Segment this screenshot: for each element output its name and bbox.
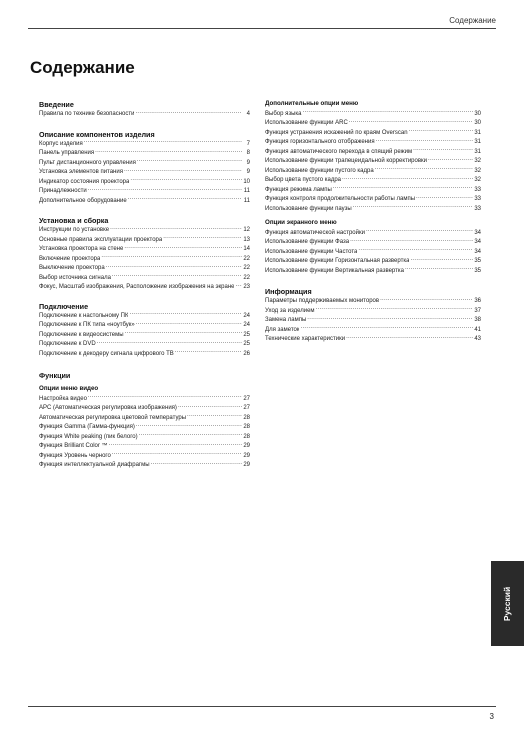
- toc-entry-title: Пульт дистанционного управления: [39, 159, 136, 166]
- toc-entry-title: Подключение к ПК типа «ноутбук»: [39, 322, 135, 328]
- dot-leader: [187, 413, 242, 419]
- dot-leader: [163, 235, 242, 241]
- toc-entry[interactable]: [39, 158, 250, 168]
- toc-entry-page: 23: [243, 284, 250, 290]
- toc-entry-page: 32: [474, 167, 481, 174]
- dot-leader: [175, 349, 242, 355]
- toc-entry-page: 31: [474, 139, 481, 145]
- dot-leader: [376, 137, 473, 143]
- toc-entry-page: 29: [243, 443, 250, 449]
- page-number: 3: [489, 712, 494, 721]
- dot-leader: [88, 186, 242, 192]
- dot-leader: [124, 167, 242, 173]
- toc-entry-page: 36: [474, 298, 481, 304]
- toc-entry-title: Функция горизонтального отображения: [265, 139, 375, 145]
- toc-entry[interactable]: [265, 266, 481, 276]
- toc-entry[interactable]: [265, 228, 481, 238]
- toc-entry-title: Использование функции Вертикальная развертка: [265, 267, 404, 274]
- toc-entry[interactable]: [265, 315, 481, 325]
- dot-leader: [300, 325, 473, 331]
- toc-entry-title: Параметры поддерживаемых мониторов: [265, 298, 380, 304]
- bottom-divider: [28, 706, 496, 707]
- dot-leader: [88, 394, 242, 400]
- dot-leader: [84, 139, 242, 145]
- toc-entry-title: Функция устранения искажений по краям Overscan: [265, 129, 408, 136]
- dot-leader: [342, 175, 473, 181]
- toc-entry-page: 37: [474, 307, 481, 314]
- dot-leader: [416, 194, 473, 200]
- toc-entry[interactable]: [265, 325, 481, 335]
- toc-entry-page: 29: [243, 452, 250, 459]
- dot-leader: [350, 237, 473, 243]
- toc-entry-page: 43: [474, 336, 481, 342]
- dot-leader: [137, 158, 242, 164]
- toc-entry[interactable]: [265, 118, 481, 128]
- toc-entry-title: Использование функции паузы: [265, 205, 352, 212]
- toc-entry-title: Основные правила эксплуатации проектора: [39, 236, 163, 243]
- toc-entry-title: Индикатор состояния проектора: [39, 178, 130, 185]
- toc-entry-title: Принадлежности: [39, 188, 87, 194]
- toc-entry[interactable]: [265, 334, 481, 344]
- toc-entry[interactable]: [265, 147, 481, 157]
- dot-leader: [358, 247, 473, 253]
- toc-entry-page: 22: [243, 274, 250, 281]
- toc-entry[interactable]: [39, 394, 250, 404]
- toc-entry[interactable]: [39, 451, 250, 461]
- toc-entry[interactable]: [265, 109, 481, 119]
- dot-leader: [106, 263, 242, 269]
- dot-leader: [353, 204, 473, 210]
- dot-leader: [380, 296, 473, 302]
- toc-entry-page: 41: [474, 326, 481, 333]
- dot-leader: [128, 196, 242, 202]
- toc-entry-title: Для заметок: [265, 326, 300, 333]
- section-heading: Установка и сборка: [39, 216, 109, 225]
- toc-entry-title: Установка элементов питания: [39, 169, 123, 175]
- toc-left-column: [39, 100, 250, 470]
- toc-entry-page: 12: [243, 227, 250, 233]
- language-tab-label: Русский: [502, 586, 513, 621]
- toc-entry-page: 13: [243, 236, 250, 243]
- toc-entry-title: Функция Brilliant Color ™: [39, 443, 108, 449]
- toc-entry-page: 28: [243, 433, 250, 440]
- toc-entry-title: Подключение к видеосистемы: [39, 331, 124, 338]
- toc-entry[interactable]: [39, 422, 250, 432]
- toc-entry[interactable]: [265, 194, 481, 204]
- toc-entry-title: Использование функции пустого кадра: [265, 167, 374, 174]
- toc-entry-title: Фокус, Масштаб изображения, Расположение изображения на экране: [39, 284, 235, 290]
- toc-entry-page: 22: [243, 255, 250, 262]
- toc-entry[interactable]: [265, 137, 481, 147]
- toc-entry-title: Технические характеристики: [265, 336, 346, 342]
- toc-entry-page: 30: [474, 120, 481, 126]
- toc-entry-title: Функция контроля продолжительности работы лампы: [265, 196, 416, 202]
- toc-entry-title: Выключение проектора: [39, 265, 105, 271]
- toc-entry-title: Дополнительное оборудование: [39, 197, 127, 204]
- toc-entry[interactable]: [265, 128, 481, 138]
- dot-leader: [135, 109, 242, 115]
- toc-entry-page: 28: [243, 414, 250, 421]
- toc-entry-title: Использование функции Горизонтальная развертка: [265, 258, 410, 264]
- toc-entry-page: 34: [474, 239, 481, 245]
- toc-section: [39, 302, 250, 359]
- toc-entry-page: 31: [474, 129, 481, 136]
- toc-entry-page: 28: [243, 424, 250, 430]
- toc-entry-title: Функция автоматической настройки: [265, 229, 365, 236]
- section-heading: Информация: [265, 287, 312, 296]
- toc-entry-page: 7: [246, 140, 250, 147]
- toc-entry-page: 33: [474, 205, 481, 212]
- dot-leader: [303, 109, 474, 115]
- toc-entry-page: 24: [243, 312, 250, 319]
- toc-entry-title: Подключение к настольному ПК: [39, 312, 129, 319]
- toc-entry-title: Функция White peaking (пик белого): [39, 433, 138, 440]
- toc-entry-page: 34: [474, 248, 481, 255]
- toc-entry-page: 30: [474, 110, 481, 117]
- toc-entry-page: 32: [474, 177, 481, 183]
- dot-leader: [349, 118, 473, 124]
- toc-entry-page: 4: [246, 111, 250, 117]
- toc-entry-page: 35: [474, 267, 481, 274]
- dot-leader: [139, 432, 242, 438]
- toc-entry-page: 25: [243, 341, 250, 347]
- toc-entry-page: 33: [474, 186, 481, 193]
- toc-entry-title: Правила по технике безопасности: [39, 111, 135, 117]
- toc-entry-page: 27: [243, 395, 250, 402]
- dot-leader: [129, 311, 242, 317]
- dot-leader: [136, 320, 242, 326]
- toc-entry[interactable]: [39, 413, 250, 423]
- dot-leader: [366, 228, 473, 234]
- toc-entry[interactable]: [39, 186, 250, 196]
- toc-entry-page: 24: [243, 322, 250, 328]
- toc-entry-page: 11: [243, 188, 250, 194]
- section-heading: Описание компонентов изделия: [39, 129, 155, 139]
- dot-leader: [333, 185, 473, 191]
- toc-entry-title: Функция автоматического перехода в спящий режим: [265, 148, 413, 155]
- toc-entry[interactable]: [39, 311, 250, 321]
- dot-leader: [235, 282, 242, 288]
- toc-entry[interactable]: [39, 330, 250, 340]
- dot-leader: [110, 225, 242, 231]
- toc-entry-title: Корпус изделия: [39, 140, 83, 147]
- toc-entry[interactable]: [39, 403, 250, 413]
- dot-leader: [109, 441, 242, 447]
- toc-entry[interactable]: [39, 139, 250, 149]
- toc-entry-title: Функция Gamma (Гамма-функция): [39, 424, 135, 430]
- toc-entry[interactable]: [39, 244, 250, 254]
- toc-entry[interactable]: [39, 320, 250, 330]
- toc-section: [265, 100, 481, 213]
- toc-entry[interactable]: [39, 273, 250, 283]
- toc-entry-title: Автоматическая регулировка цветовой температуры: [39, 414, 187, 421]
- running-header-title: Содержание: [449, 16, 496, 25]
- toc-entry-page: 25: [243, 331, 250, 338]
- toc-entry-page: 33: [474, 196, 481, 202]
- toc-entry[interactable]: [265, 204, 481, 214]
- page-title: Содержание: [30, 58, 135, 77]
- toc-entry-title: Использование функции ARC: [265, 120, 348, 126]
- dot-leader: [112, 273, 242, 279]
- dot-leader: [136, 422, 242, 428]
- toc-entry-title: APC (Автоматическая регулировка изображения): [39, 405, 177, 411]
- section-heading: Подключение: [39, 301, 89, 311]
- dot-leader: [346, 334, 473, 340]
- toc-entry-title: Использование функции Фаза: [265, 239, 350, 245]
- toc-entry-page: 29: [243, 462, 250, 468]
- dot-leader: [409, 128, 473, 134]
- subsection-heading: Опции экранного меню: [265, 219, 337, 226]
- toc-entry-title: Инструкции по установке: [39, 227, 110, 233]
- toc-entry[interactable]: [39, 109, 250, 119]
- toc-entry-page: 34: [474, 229, 481, 236]
- dot-leader: [410, 256, 473, 262]
- dot-leader: [405, 266, 473, 272]
- toc-section: [39, 100, 250, 119]
- toc-entry-page: 27: [243, 405, 250, 411]
- subsection-heading: Опции меню видео: [39, 385, 99, 392]
- dot-leader: [112, 451, 242, 457]
- toc-section: [39, 385, 250, 470]
- toc-entry[interactable]: [265, 256, 481, 266]
- toc-entry[interactable]: [265, 156, 481, 166]
- toc-entry-title: Подключение к DVD: [39, 341, 96, 347]
- toc-entry-page: 22: [243, 265, 250, 271]
- toc-section: [265, 287, 481, 344]
- dot-leader: [101, 254, 242, 260]
- toc-entry[interactable]: [39, 339, 250, 349]
- toc-entry-title: Установка проектора на стене: [39, 246, 124, 252]
- toc-entry[interactable]: [39, 460, 250, 470]
- toc-entry[interactable]: [39, 196, 250, 206]
- toc-section: [39, 130, 250, 206]
- toc-entry-title: Функция интеллектуальной диафрагмы: [39, 462, 150, 468]
- toc-entry[interactable]: [265, 247, 481, 257]
- language-tab: [491, 561, 524, 646]
- dot-leader: [178, 403, 242, 409]
- toc-entry-title: Панель управления: [39, 150, 95, 156]
- toc-entry[interactable]: [39, 148, 250, 158]
- toc-entry-page: 32: [474, 158, 481, 164]
- toc-entry-title: Использование функции трапецеидальной корректировки: [265, 158, 428, 164]
- toc-right-column: [265, 100, 481, 344]
- toc-entry[interactable]: [39, 282, 250, 292]
- toc-entry-page: 26: [243, 350, 250, 357]
- toc-entry[interactable]: [265, 306, 481, 316]
- dot-leader: [413, 147, 473, 153]
- toc-entry[interactable]: [39, 349, 250, 359]
- toc-entry[interactable]: [39, 235, 250, 245]
- toc-entry-page: 35: [474, 258, 481, 264]
- toc-entry[interactable]: [39, 177, 250, 187]
- dot-leader: [151, 460, 242, 466]
- toc-entry-title: Подключение к декодеру сигнала цифрового ТВ: [39, 350, 174, 357]
- toc-section: [39, 371, 250, 380]
- toc-entry-title: Использование функции Частота: [265, 248, 358, 255]
- toc-entry[interactable]: [265, 185, 481, 195]
- toc-entry-title: Функция режима лампы: [265, 186, 332, 193]
- section-heading: Введение: [39, 100, 74, 109]
- toc-entry-page: 9: [246, 159, 250, 166]
- dot-leader: [316, 306, 473, 312]
- toc-section: [265, 219, 481, 275]
- subsection-heading: Дополнительные опции меню: [265, 100, 359, 107]
- toc-entry[interactable]: [39, 225, 250, 235]
- toc-entry-page: 8: [246, 150, 250, 156]
- toc-entry[interactable]: [39, 167, 250, 177]
- toc-entry[interactable]: [265, 296, 481, 306]
- dot-leader: [95, 148, 242, 154]
- toc-entry[interactable]: [265, 166, 481, 176]
- dot-leader: [97, 339, 242, 345]
- toc-entry-page: 14: [243, 246, 250, 252]
- toc-entry-page: 31: [474, 148, 481, 155]
- toc-entry-page: 10: [243, 178, 250, 185]
- dot-leader: [307, 315, 473, 321]
- toc-entry-title: Выбор цвета пустого кадра: [265, 177, 341, 183]
- toc-entry[interactable]: [265, 175, 481, 185]
- toc-entry-title: Настройка видео: [39, 395, 87, 402]
- toc-entry-page: 9: [246, 169, 250, 175]
- dot-leader: [125, 330, 242, 336]
- dot-leader: [428, 156, 473, 162]
- toc-entry-title: Уход за изделием: [265, 307, 315, 314]
- toc-entry[interactable]: [39, 263, 250, 273]
- toc-entry[interactable]: [39, 254, 250, 264]
- toc-entry-title: Выбор источника сигнала: [39, 274, 111, 281]
- toc-entry-page: 11: [243, 197, 250, 204]
- toc-entry[interactable]: [39, 441, 250, 451]
- toc-entry-title: Выбор языка: [265, 110, 302, 117]
- toc-entry-title: Замена лампы: [265, 317, 307, 323]
- toc-section: [39, 216, 250, 292]
- toc-entry-title: Функция Уровень черного: [39, 452, 111, 459]
- dot-leader: [124, 244, 242, 250]
- toc-entry[interactable]: [39, 432, 250, 442]
- dot-leader: [130, 177, 242, 183]
- dot-leader: [375, 166, 473, 172]
- toc-entry[interactable]: [265, 237, 481, 247]
- toc-entry-page: 38: [474, 317, 481, 323]
- section-heading: Функции: [39, 371, 71, 380]
- top-divider: [28, 28, 496, 29]
- toc-entry-title: Включение проектора: [39, 255, 101, 262]
